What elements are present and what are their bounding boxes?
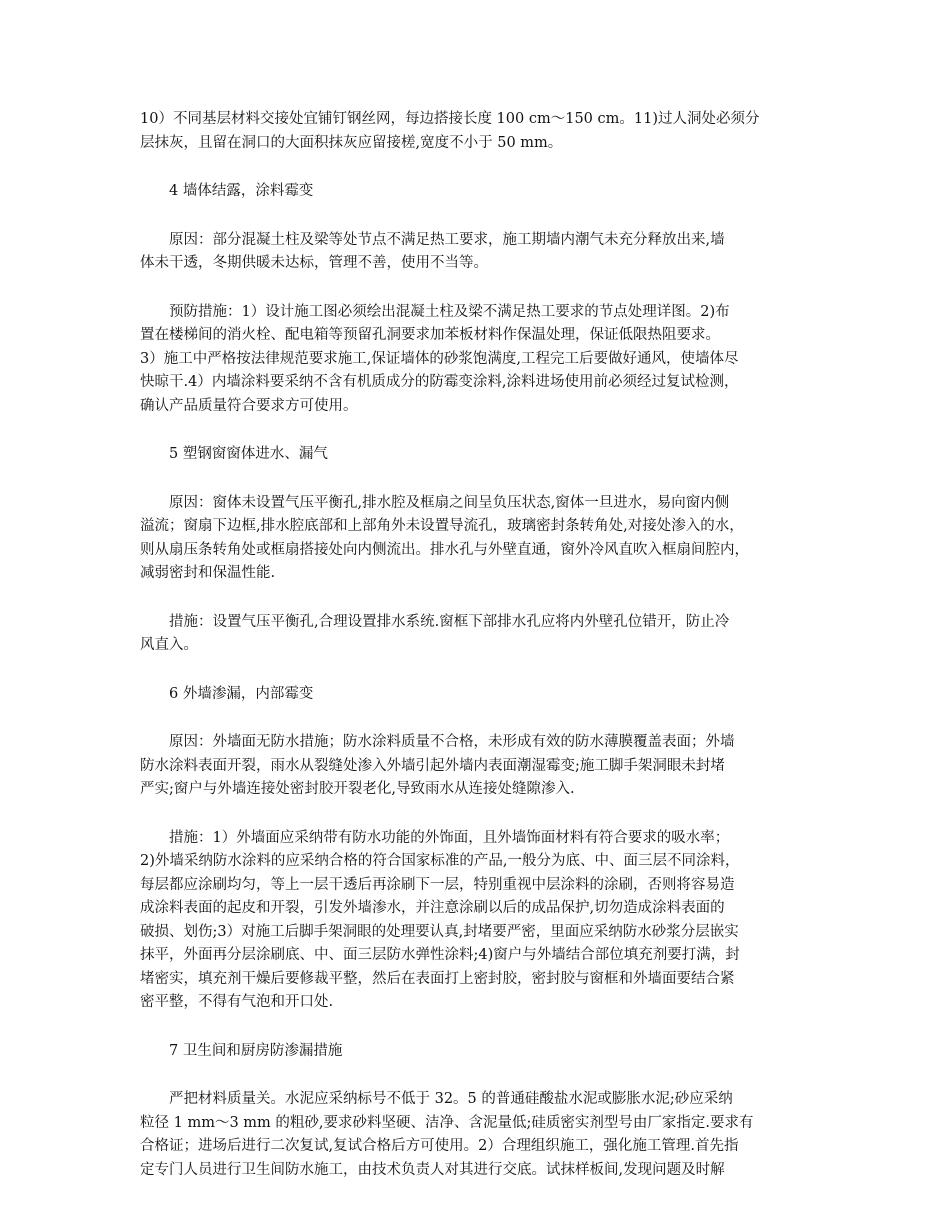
text-line: 破损、划伤;3）对施工后脚手架洞眼的处理要认真,封堵要严密，里面应采纳防水砂浆分层嵌实 <box>140 923 739 940</box>
text-line: 每层都应涂刷均匀，等上一层干透后再涂刷下一层，特别重视中层涂料的涂刷，否则将容易造 <box>140 876 735 893</box>
text-line: 则从扇压条转角处或框扇搭接处向内侧流出。排水孔与外壁直通，窗外冷风直吹入框扇间腔内， <box>140 541 749 558</box>
body-paragraph <box>140 229 820 276</box>
text-line: 粒径 1 mm～3 mm 的粗砂,要求砂料坚硬、洁净、含泥量低;硅质密实剂型号由厂家指定.要求有 <box>140 1114 754 1131</box>
text-line: 7 卫生间和厨房防渗漏措施 <box>169 1042 343 1059</box>
text-line: 6 外墙渗漏，内部霉变 <box>169 685 314 702</box>
body-paragraph <box>140 827 820 1015</box>
text-line: 原因：部分混凝土柱及梁等处节点不满足热工要求，施工期墙内潮气未充分释放出来,墙 <box>169 231 725 248</box>
body-paragraph <box>140 108 820 155</box>
text-line: 原因：窗体未设置气压平衡孔,排水腔及框扇之间呈负压状态,窗体一旦进水，易向窗内侧 <box>169 494 730 511</box>
text-line: 2)外墙采纳防水涂料的应采纳合格的符合国家标准的产品,一般分为底、中、面三层不同涂料， <box>140 853 740 869</box>
text-line: 10）不同基层材料交接处宜铺钉钢丝网，每边搭接长度 100 cm～150 cm。11)过人洞处必须分 <box>140 111 760 127</box>
text-line: 合格证；进场后进行二次复试,复试合格后方可使用。2）合理组织施工，强化施工管理.首先指 <box>140 1138 739 1154</box>
text-line: 3）施工中严格按法律规范要求施工,保证墙体的砂浆饱满度,工程完工后要做好通风，使墙体尽 <box>140 350 739 367</box>
text-line: 快晾干.4）内墙涂料要采纳不含有机质成分的防霉变涂料,涂料进场使用前必须经过复试检测， <box>140 374 739 390</box>
text-line: 4 墙体结露，涂料霉变 <box>169 183 314 199</box>
text-line: 溢流；窗扇下边框,排水腔底部和上部角外未设置导流孔，玻璃密封条转角处,对接处渗入的水， <box>140 518 744 534</box>
text-line: 堵密实，填充剂干燥后要修裁平整，然后在表面打上密封胶，密封胶与窗框和外墙面要结合紧 <box>140 970 735 987</box>
text-line: 抹平，外面再分层涂刷底、中、面三层防水弹性涂料;4)窗户与外墙结合部位填充剂要打满，封 <box>140 947 740 963</box>
text-line: 层抹灰，且留在洞口的大面积抹灰应留接槎,宽度不小于 50 mm。 <box>140 134 563 151</box>
section-heading <box>140 683 820 707</box>
text-line: 措施：设置气压平衡孔,合理设置排水系统.窗框下部排水孔应将内外壁孔位错开，防止冷 <box>169 613 730 630</box>
text-line: 确认产品质量符合要求方可使用。 <box>140 397 358 414</box>
section-heading <box>140 180 820 204</box>
text-line: 严实;窗户与外墙连接处密封胶开裂老化,导致雨水从连接处缝隙渗入. <box>140 781 575 797</box>
text-line: 措施：1）外墙面应采纳带有防水功能的外饰面，且外墙饰面材料有符合要求的吸水率； <box>169 829 730 846</box>
section-heading <box>140 443 820 467</box>
body-paragraph <box>140 301 820 419</box>
body-paragraph <box>140 1088 820 1182</box>
text-line: 原因：外墙面无防水措施；防水涂料质量不合格，未形成有效的防水薄膜覆盖表面；外墙 <box>169 734 735 750</box>
text-line: 5 塑钢窗窗体进水、漏气 <box>169 446 328 462</box>
body-paragraph <box>140 731 820 802</box>
text-line: 严把材料质量关。水泥应采纳标号不低于 32。5 的普通硅酸盐水泥或膨胀水泥;砂应采纳 <box>169 1091 733 1107</box>
text-line: 预防措施：1）设计施工图必须绘出混凝土柱及梁不满足热工要求的节点处理详图。2)布 <box>169 303 730 320</box>
text-line: 置在楼梯间的消火栓、配电箱等预留孔洞要求加苯板材料作保温处理，保证低限热阻要求。 <box>140 327 720 343</box>
text-line: 成涂料表面的起皮和开裂，引发外墙渗水，并注意涂刷以后的成品保护,切勿造成涂料表面的 <box>140 900 725 916</box>
body-paragraph <box>140 492 820 586</box>
text-line: 风直入。 <box>140 637 198 653</box>
body-paragraph <box>140 611 820 658</box>
text-line: 密平整，不得有气泡和开口处. <box>140 994 334 1010</box>
text-line: 防水涂料表面开裂，雨水从裂缝处渗入外墙引起外墙内表面潮湿霉变;施工脚手架洞眼未封堵 <box>140 757 725 774</box>
section-heading <box>140 1040 820 1064</box>
text-line: 减弱密封和保温性能. <box>140 565 276 581</box>
text-line: 定专门人员进行卫生间防水施工，由技术负责人对其进行交底。试抹样板间,发现问题及时解 <box>140 1161 725 1178</box>
text-line: 体未干透，冬期供暖未达标，管理不善，使用不当等。 <box>140 255 488 271</box>
